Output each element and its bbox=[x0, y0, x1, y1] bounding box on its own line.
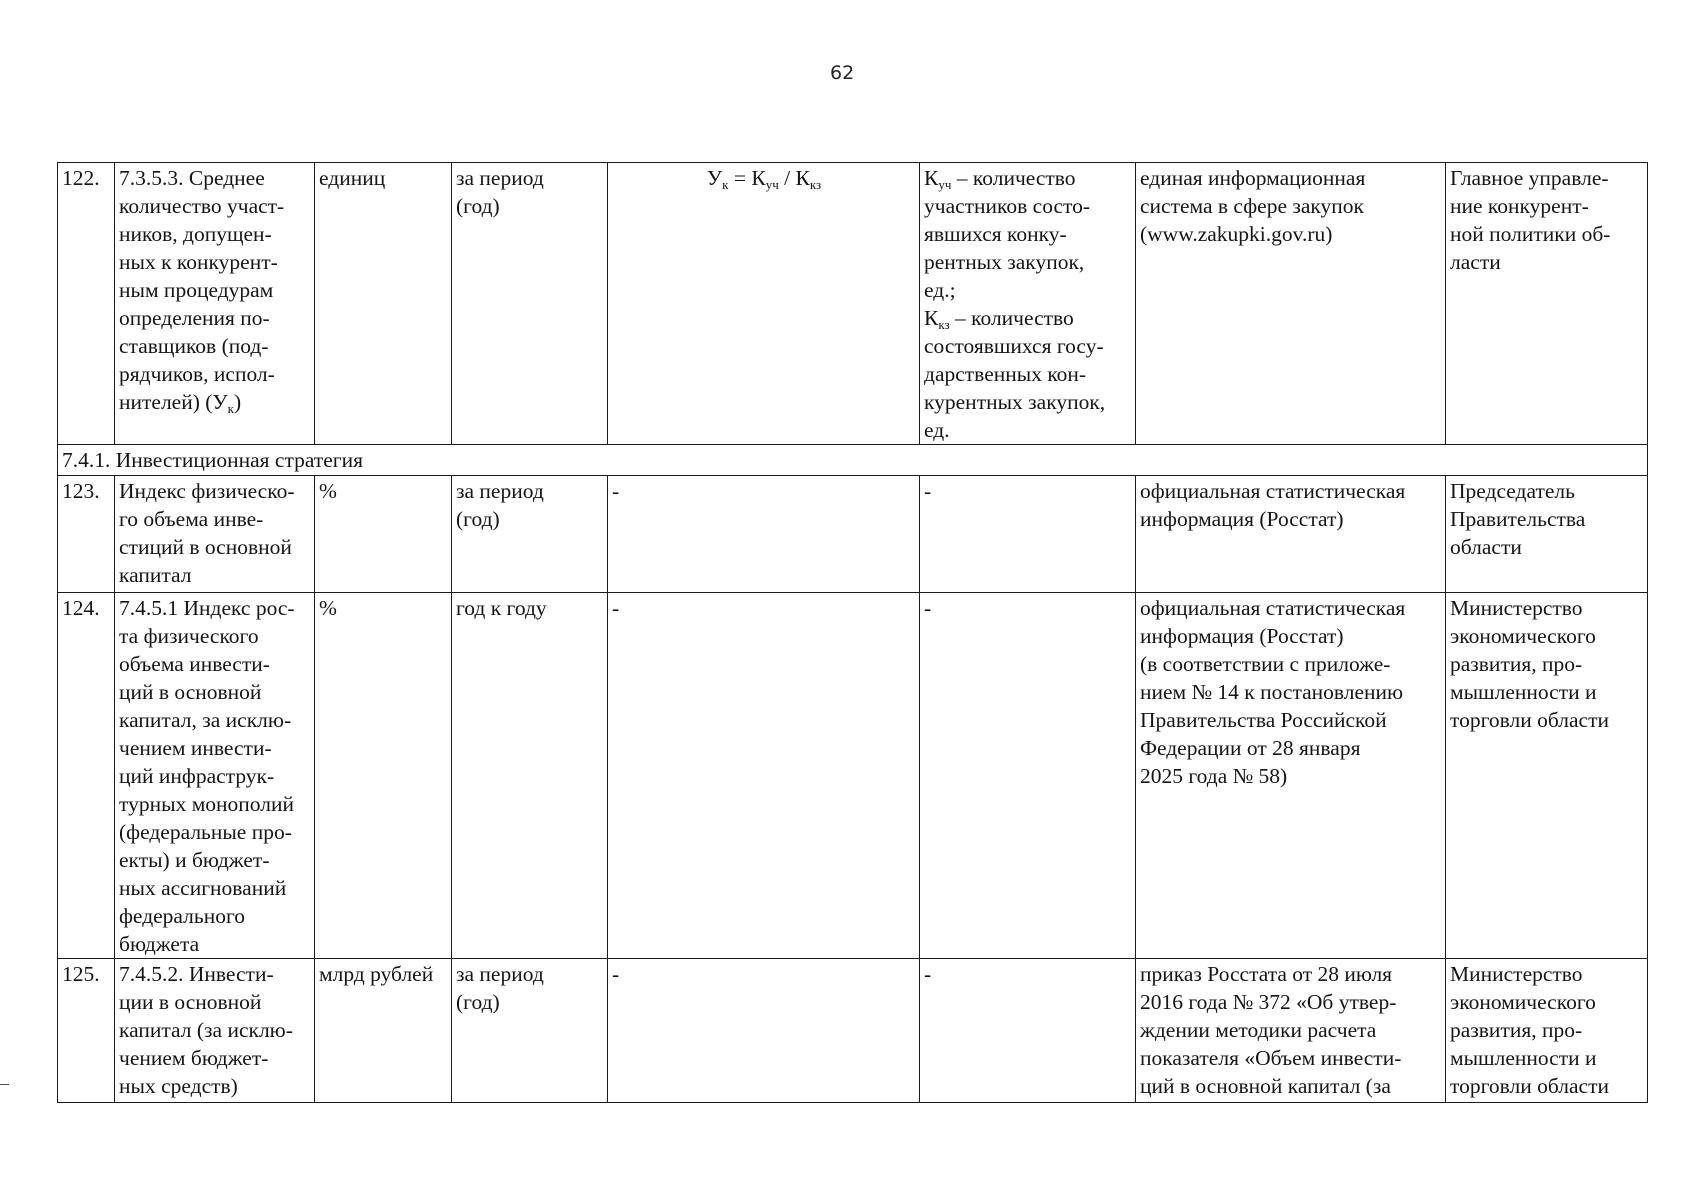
period-cell: за период (год) bbox=[452, 163, 608, 445]
table-row bbox=[58, 476, 1648, 593]
responsible-cell: Министерство экономического развития, про- мышленности и торговли области bbox=[1446, 959, 1648, 1103]
row-number: 125. bbox=[58, 959, 115, 1103]
indicator-name: Индекс физическо- го объема инве- стиций в основной капитал bbox=[115, 476, 315, 593]
unit-cell: единиц bbox=[315, 163, 452, 445]
period-cell: за период (год) bbox=[452, 959, 608, 1103]
formula-cell: - bbox=[608, 593, 920, 959]
responsible-cell: Председатель Правительства области bbox=[1446, 476, 1648, 593]
section-row bbox=[58, 445, 1648, 476]
unit-cell: млрд рублей bbox=[315, 959, 452, 1103]
period-cell: год к году bbox=[452, 593, 608, 959]
source-cell: официальная статистическая информация (Росстат) bbox=[1136, 476, 1446, 593]
definitions-cell: - bbox=[920, 593, 1136, 959]
page-number: 62 bbox=[830, 62, 855, 84]
formula-cell: $У_к = К_{уч} / К_{кз}$ bbox=[608, 163, 920, 445]
section-title: 7.4.1. Инвестиционная стратегия bbox=[58, 445, 1648, 476]
row-number: 122. bbox=[58, 163, 115, 445]
unit-cell: % bbox=[315, 476, 452, 593]
responsible-cell: Главное управле- ние конкурент- ной политики об- ласти bbox=[1446, 163, 1648, 445]
indicator-name: 7.4.5.2. Инвести- ции в основной капитал (за исклю- чением бюджет- ных средств) bbox=[115, 959, 315, 1103]
table-row bbox=[58, 593, 1648, 959]
source-cell: единая информационная система в сфере закупок (www.zakupki.gov.ru) bbox=[1136, 163, 1446, 445]
unit-cell: % bbox=[315, 593, 452, 959]
formula-cell: - bbox=[608, 476, 920, 593]
row-number: 124. bbox=[58, 593, 115, 959]
row-number: 123. bbox=[58, 476, 115, 593]
scan-margin-mark bbox=[0, 1084, 9, 1085]
definitions-cell: - bbox=[920, 476, 1136, 593]
responsible-cell: Министерство экономического развития, про- мышленности и торговли области bbox=[1446, 593, 1648, 959]
source-cell: официальная статистическая информация (Росстат) (в соответствии с приложе- нием № 14 к постановлению Правительства Российской Федерации от 28 января 2025 года № 58) bbox=[1136, 593, 1446, 959]
definitions-cell: - bbox=[920, 959, 1136, 1103]
indicator-name: 7.3.5.3. Среднее количество участ- ников, допущен- ных к конкурент- ным процедурам определения по- ставщиков (под- рядчиков, испол- нителей) $(У_к)$ bbox=[115, 163, 315, 445]
table-row bbox=[58, 163, 1648, 445]
indicators-table bbox=[57, 162, 1648, 1103]
formula-cell: - bbox=[608, 959, 920, 1103]
definitions-cell: $К_{уч}$ – количество участников состо- явшихся конку- рентных закупок, ед.; $К_{кз}$ – количество состоявшихся госу- дарственных кон- курентных закупок, ед. bbox=[920, 163, 1136, 445]
table-row bbox=[58, 959, 1648, 1103]
source-cell: приказ Росстата от 28 июля 2016 года № 372 «Об утвер- ждении методики расчета показателя «Объем инвести- ций в основной капитал (за bbox=[1136, 959, 1446, 1103]
period-cell: за период (год) bbox=[452, 476, 608, 593]
indicator-name: 7.4.5.1 Индекс рос- та физического объема инвести- ций в основной капитал, за исклю- чением инвести- ций инфраструк- турных монополий (федеральные про- екты) и бюджет- ных ассигнований федерального бюджета bbox=[115, 593, 315, 959]
